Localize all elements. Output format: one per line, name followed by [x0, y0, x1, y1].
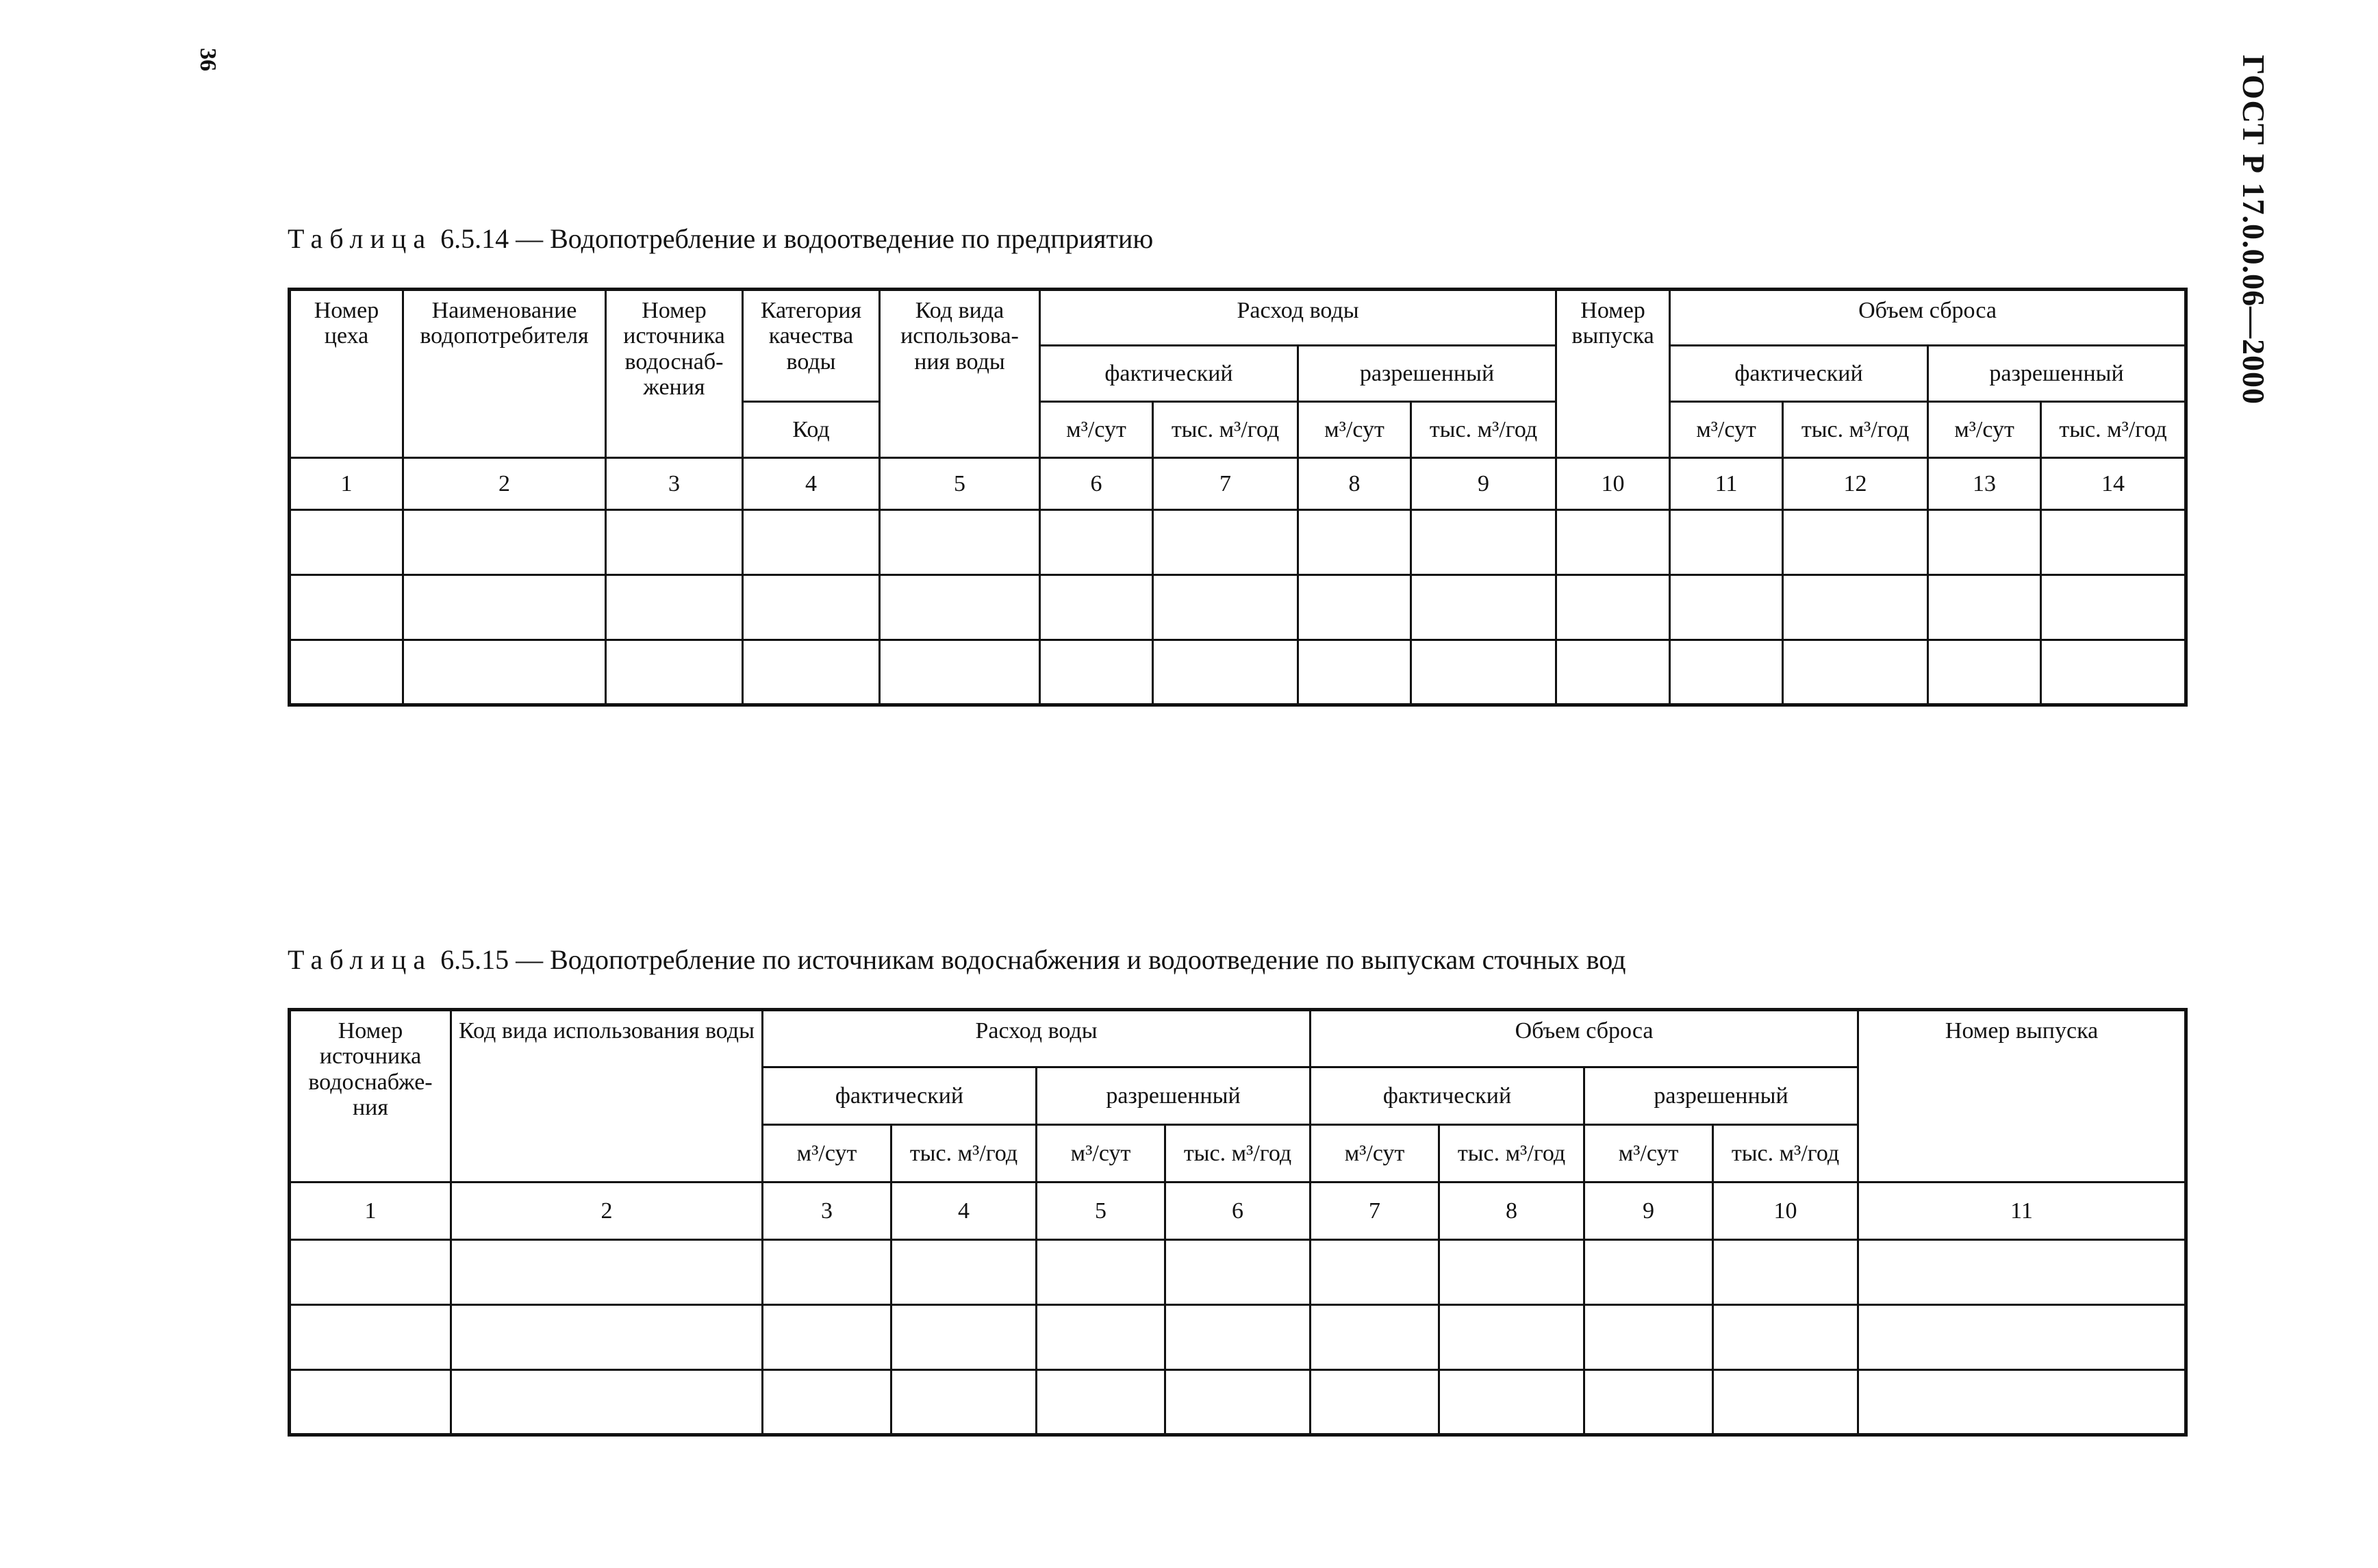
column-number: 13: [1928, 458, 2041, 510]
column-number: 11: [1670, 458, 1783, 510]
column-number: 6: [1040, 458, 1153, 510]
column-number: 4: [891, 1183, 1037, 1240]
column-number: 3: [763, 1183, 891, 1240]
header-use-code: Код вида использования воды: [451, 1010, 763, 1183]
header-use-code: Код вида использова-ния воды: [880, 290, 1040, 458]
header-workshop-no: Номер цеха: [290, 290, 403, 458]
column-number: 2: [403, 458, 606, 510]
header-discharge-permitted: разрешенный: [1584, 1067, 1858, 1125]
table2-caption-label: Таблица: [288, 944, 433, 975]
column-number: 8: [1298, 458, 1411, 510]
header-water-flow: Расход воды: [763, 1010, 1311, 1067]
column-number: 4: [743, 458, 880, 510]
column-number: 10: [1556, 458, 1670, 510]
column-number: 1: [290, 1183, 451, 1240]
header-consumer-name: Наименование водопотребителя: [403, 290, 606, 458]
table-6-5-14: [288, 288, 2188, 707]
column-number: 14: [2041, 458, 2186, 510]
table-row: [290, 575, 2186, 640]
unit-day: м³/сут: [763, 1125, 891, 1183]
column-number: 12: [1783, 458, 1928, 510]
table1-caption-label: Таблица: [288, 223, 433, 254]
header-discharge-actual: фактический: [1670, 346, 1928, 402]
header-discharge-permitted: разрешенный: [1928, 346, 2186, 402]
unit-year: тыс. м³/год: [1439, 1125, 1584, 1183]
table2-caption-text: 6.5.15 — Водопотребление по источникам водоснабжения и водоотведение по выпускам сточных вод: [440, 944, 1626, 975]
column-number: 7: [1153, 458, 1298, 510]
header-source-no: Номер источника водоснабже-ния: [290, 1010, 451, 1183]
column-number: 1: [290, 458, 403, 510]
table-row: [290, 640, 2186, 705]
header-quality-category: Категория качества воды: [743, 290, 880, 402]
page-number: 36: [195, 48, 220, 71]
unit-year: тыс. м³/год: [2041, 402, 2186, 458]
table1-caption-text: 6.5.14 — Водопотребление и водоотведение по предприятию: [440, 223, 1154, 254]
unit-year: тыс. м³/год: [1165, 1125, 1311, 1183]
column-number: 6: [1165, 1183, 1311, 1240]
header-flow-permitted: разрешенный: [1037, 1067, 1311, 1125]
table-6-5-15: [288, 1008, 2188, 1437]
unit-year: тыс. м³/год: [1713, 1125, 1858, 1183]
header-discharge-actual: фактический: [1311, 1067, 1584, 1125]
unit-day: м³/сут: [1037, 1125, 1165, 1183]
column-number: 7: [1311, 1183, 1439, 1240]
table2-caption: [288, 944, 1626, 976]
unit-year: тыс. м³/год: [891, 1125, 1037, 1183]
column-number: 11: [1858, 1183, 2186, 1240]
header-flow-actual: фактический: [1040, 346, 1298, 402]
unit-year: тыс. м³/год: [1153, 402, 1298, 458]
header-discharge-volume: Объем сброса: [1311, 1010, 1858, 1067]
table-row: [290, 1240, 2186, 1305]
column-number: 3: [606, 458, 743, 510]
table1-caption: [288, 223, 1153, 255]
column-number: 8: [1439, 1183, 1584, 1240]
column-number: 9: [1584, 1183, 1713, 1240]
column-number-row: [290, 1183, 2186, 1240]
header-outlet-no: Номер выпуска: [1858, 1010, 2186, 1183]
header-flow-permitted: разрешенный: [1298, 346, 1556, 402]
unit-day: м³/сут: [1298, 402, 1411, 458]
unit-day: м³/сут: [1584, 1125, 1713, 1183]
document-code: ГОСТ Р 17.0.0.06—2000: [2236, 55, 2271, 405]
unit-day: м³/сут: [1311, 1125, 1439, 1183]
table-row: [290, 1305, 2186, 1370]
header-discharge-volume: Объем сброса: [1670, 290, 2186, 346]
unit-day: м³/сут: [1928, 402, 2041, 458]
header-water-flow: Расход воды: [1040, 290, 1556, 346]
column-number: 5: [880, 458, 1040, 510]
column-number: 10: [1713, 1183, 1858, 1240]
column-number: 9: [1411, 458, 1556, 510]
header-source-no: Номер источника водоснаб-жения: [606, 290, 743, 458]
table-row: [290, 510, 2186, 575]
header-flow-actual: фактический: [763, 1067, 1037, 1125]
unit-year: тыс. м³/год: [1783, 402, 1928, 458]
unit-year: тыс. м³/год: [1411, 402, 1556, 458]
column-number-row: [290, 458, 2186, 510]
unit-day: м³/сут: [1670, 402, 1783, 458]
unit-day: м³/сут: [1040, 402, 1153, 458]
column-number: 5: [1037, 1183, 1165, 1240]
header-code: Код: [743, 402, 880, 458]
column-number: 2: [451, 1183, 763, 1240]
table-row: [290, 1370, 2186, 1435]
header-outlet-no: Номер выпуска: [1556, 290, 1670, 458]
